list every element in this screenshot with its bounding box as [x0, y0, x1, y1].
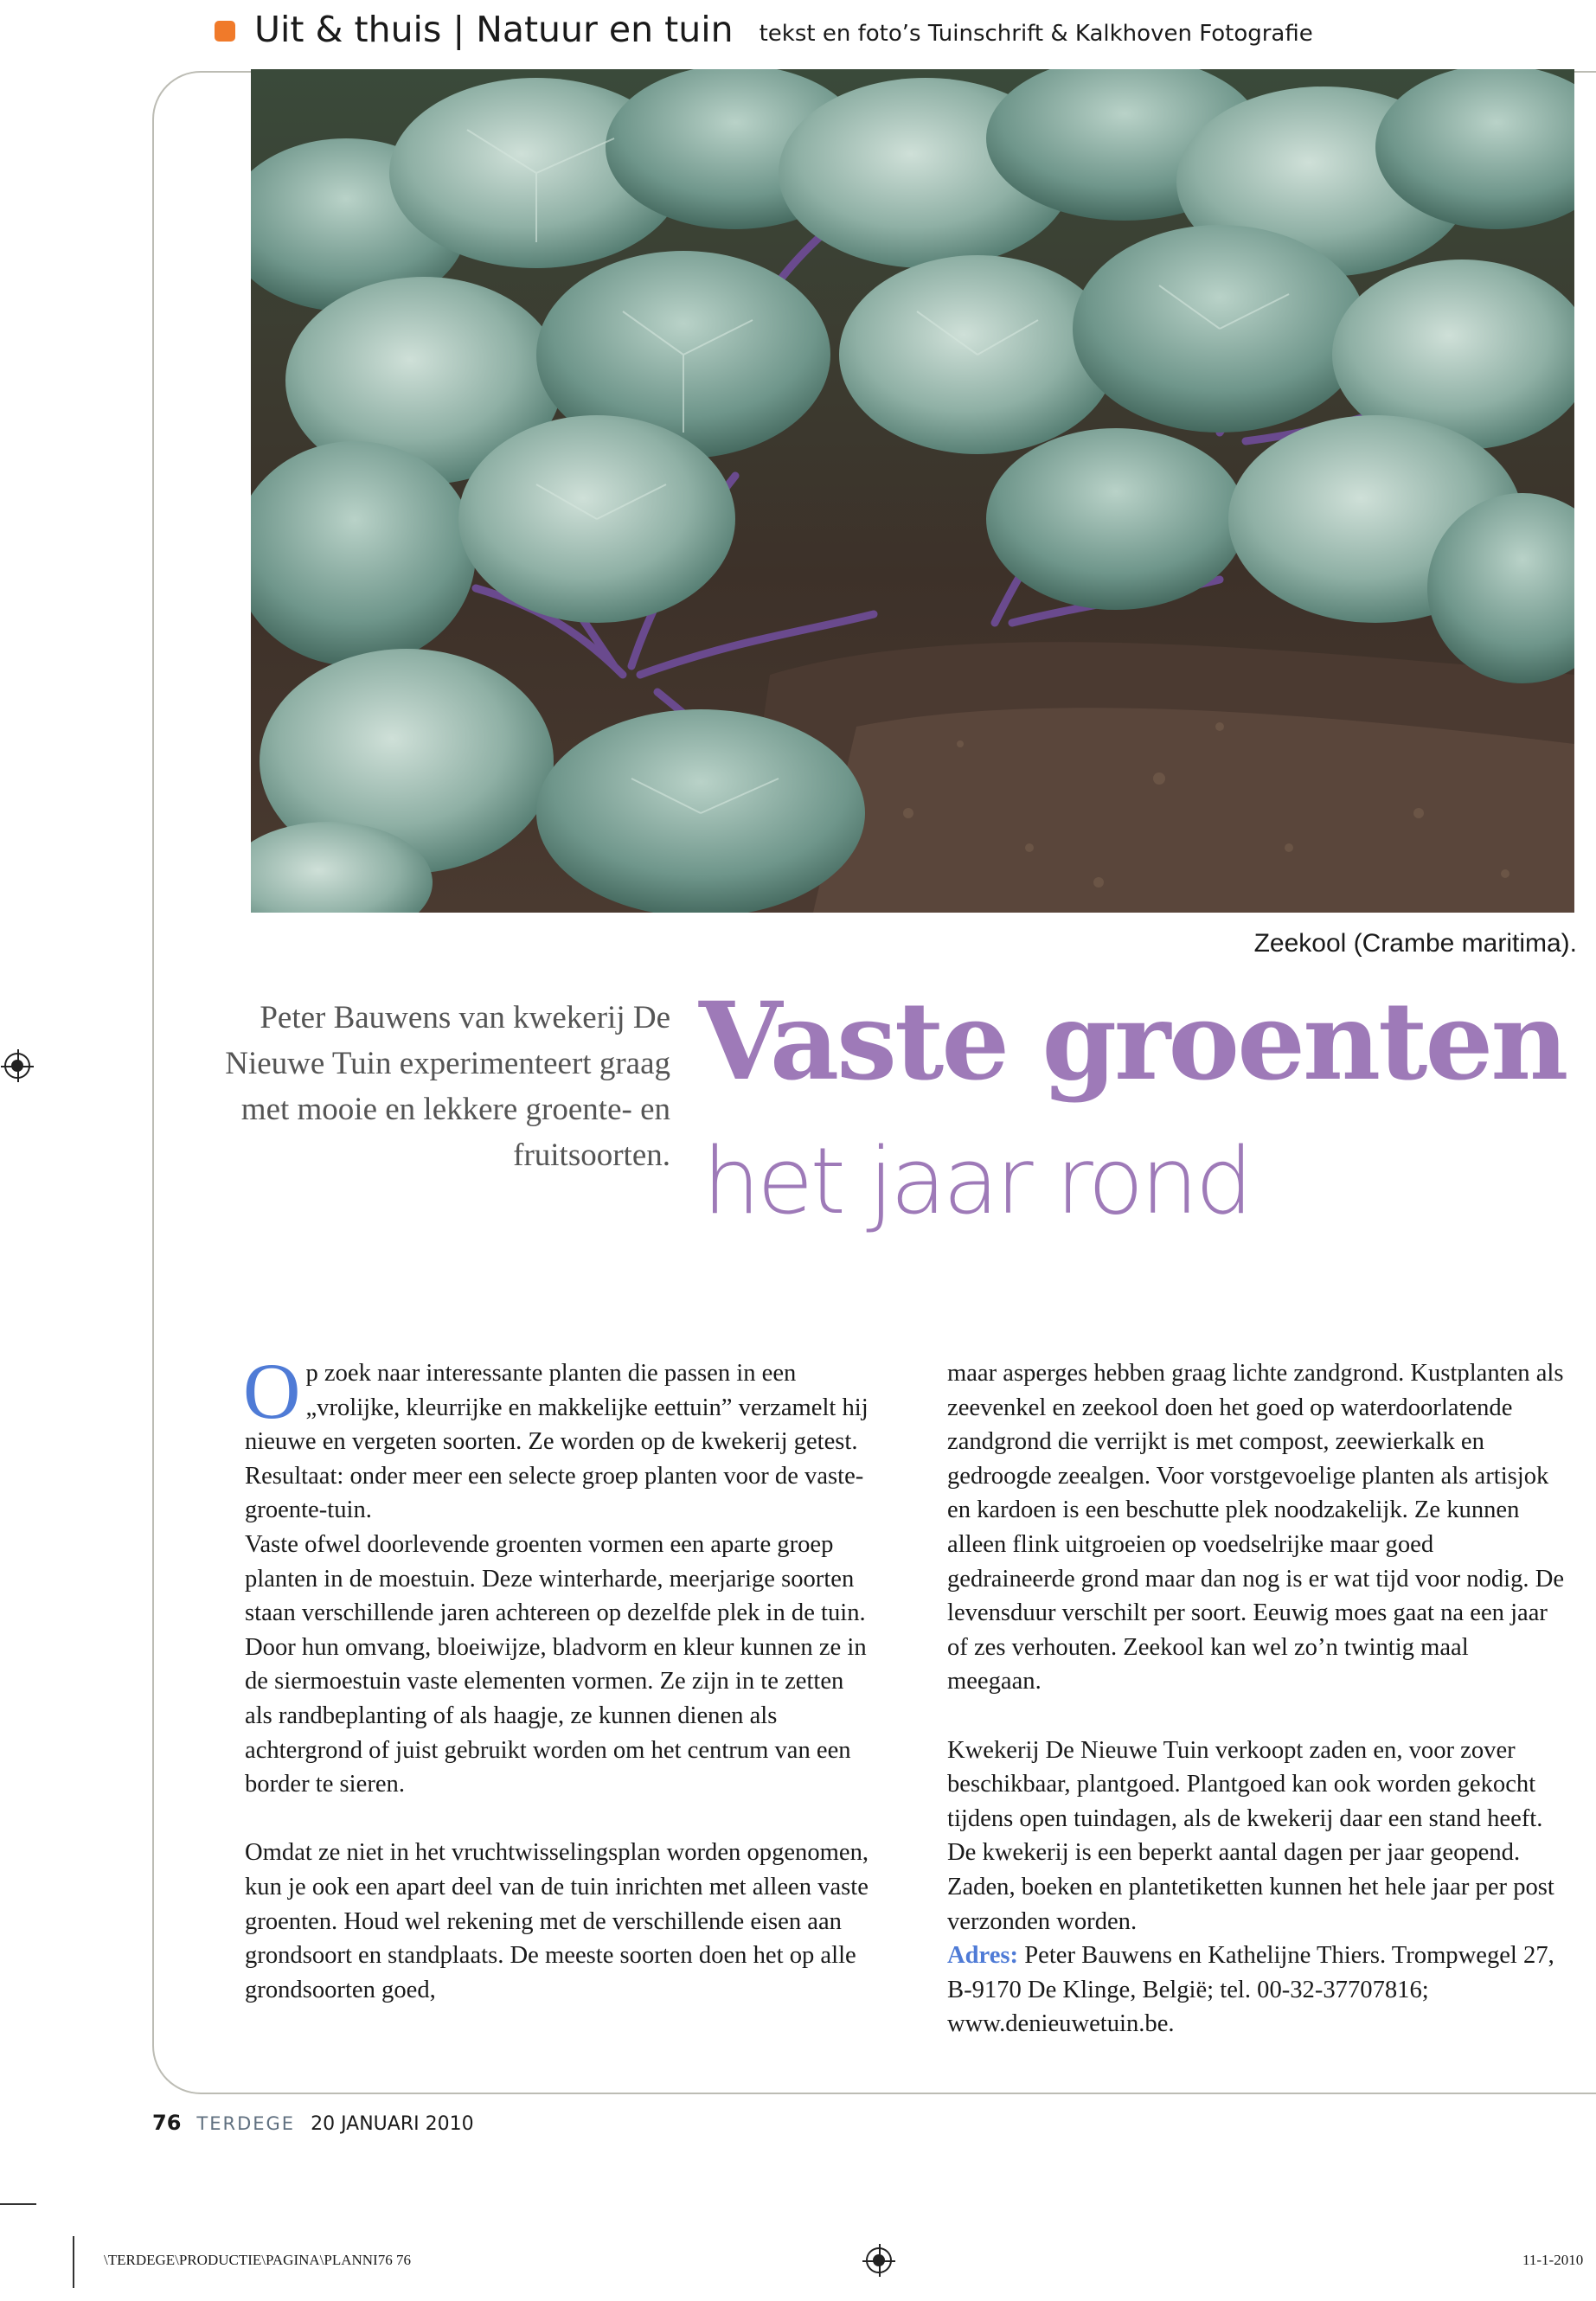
paragraph	[243, 1347, 872, 1528]
section-square-icon	[215, 21, 235, 42]
address-paragraph	[947, 1939, 1566, 2041]
page-folio	[152, 2111, 474, 2135]
slug-path: \TERDEGE\PRODUCTIE\PAGINA\PLANNI76 76	[104, 2252, 411, 2268]
photo-credit: tekst en foto’s Tuinschrift & Kalkhoven Fotografie	[759, 21, 1313, 47]
intro-text: Peter Bauwens van kwekerij De Nieuwe Tuin experimenteert graag met mooie en lekkere groente- en fruitsoorten.	[225, 1000, 670, 1173]
magazine-name: TERDEGE	[196, 2113, 296, 2134]
crop-mark	[73, 2236, 74, 2288]
article-title: Vaste groenten	[699, 979, 1567, 1105]
paragraph: Vaste ofwel doorlevende groenten vormen een aparte groep planten in de moestuin. Deze winterharde, meerjarige soorten staan verschillende jaren achtereen op dezelfde plek in de tuin. Door hun omvang, bloeiwijze, bladvorm en kleur kunnen ze in de siermoestuin vaste elementen vormen. Ze zijn in te zetten als randbeplanting of als haagje, ze kunnen dienen als achtergrond of juist gebruikt worden om het centrum van een border te sieren.	[245, 1530, 867, 1798]
photo-caption: Zeekool (Crambe maritima).	[1253, 929, 1577, 958]
slug-date: 11-1-2010	[1522, 2252, 1584, 2268]
address-text: Peter Bauwens en Kathelijne Thiers. Trompwegel 27, B-9170 De Klinge, België; tel. 00-32-37707816; www.denieuwetuin.be.	[947, 1942, 1554, 2038]
address-label: Adres:	[947, 1942, 1019, 1970]
paragraph: maar asperges hebben graag lichte zandgrond. Kustplanten als zeevenkel en zeekool doen het goed op waterdoorlatende zandgrond die verrijkt is met compost, zeewierkalk en gedroogde zeealgen. Voor vorstgevoelige planten als artisjok en kardoen is een beschutte plek noodzakelijk. Ze kunnen alleen flink uitgroeien op voedselrijke maar goed gedraineerde grond maar dan nog is er wat tijd voor nodig. De levensduur verschilt per soort. Eeuwig moes gaat na een jaar of zes verhouten. Zeekool kan wel zo’n twintig maal meegaan.	[947, 1360, 1565, 1695]
section-title: Uit & thuis | Natuur en tuin	[254, 9, 734, 50]
crop-mark	[0, 2203, 36, 2205]
section-header	[215, 5, 1313, 54]
paragraph: Kwekerij De Nieuwe Tuin verkoopt zaden en, voor zover beschikbaar, plantgoed. Plantgoed kan ook worden gekocht tijdens open tuindagen, als de kwekerij daar een stand heeft. De kwekerij is een beperkt aantal dagen per jaar geopend. Zaden, boeken en plantetiketten kunnen het hele jaar per post verzonden worden.	[947, 1736, 1554, 1935]
body-column-2	[947, 1356, 1566, 2041]
page-number: 76	[152, 2111, 182, 2135]
drop-cap: O	[243, 1347, 301, 1435]
article-subtitle: het jaar rond	[702, 1128, 1250, 1234]
paragraph: Omdat ze niet in het vruchtwisselingsplan worden opgenomen, kun je ook een apart deel van de tuin inrichten met alleen vaste groenten. Houd wel rekening met de verschillende eisen aan grondsoort en standplaats. De meeste soorten doen het op alle grondsoorten goed,	[245, 1839, 869, 2003]
issue-date: 20 JANUARI 2010	[311, 2113, 474, 2135]
body-column-1	[243, 1347, 872, 2007]
registration-mark-icon	[4, 1053, 30, 1079]
registration-mark-icon	[866, 2247, 892, 2273]
sea-kale-photo	[251, 69, 1574, 913]
paragraph-text: p zoek naar interessante planten die passen in een „vrolijke, kleurrijke en makkelijke eettuin” verzamelt hij nieuwe en vergeten soorten. Ze worden op de kwekerij getest. Resultaat: onder meer een selecte groep planten voor de vaste-groente-tuin.	[245, 1360, 869, 1524]
